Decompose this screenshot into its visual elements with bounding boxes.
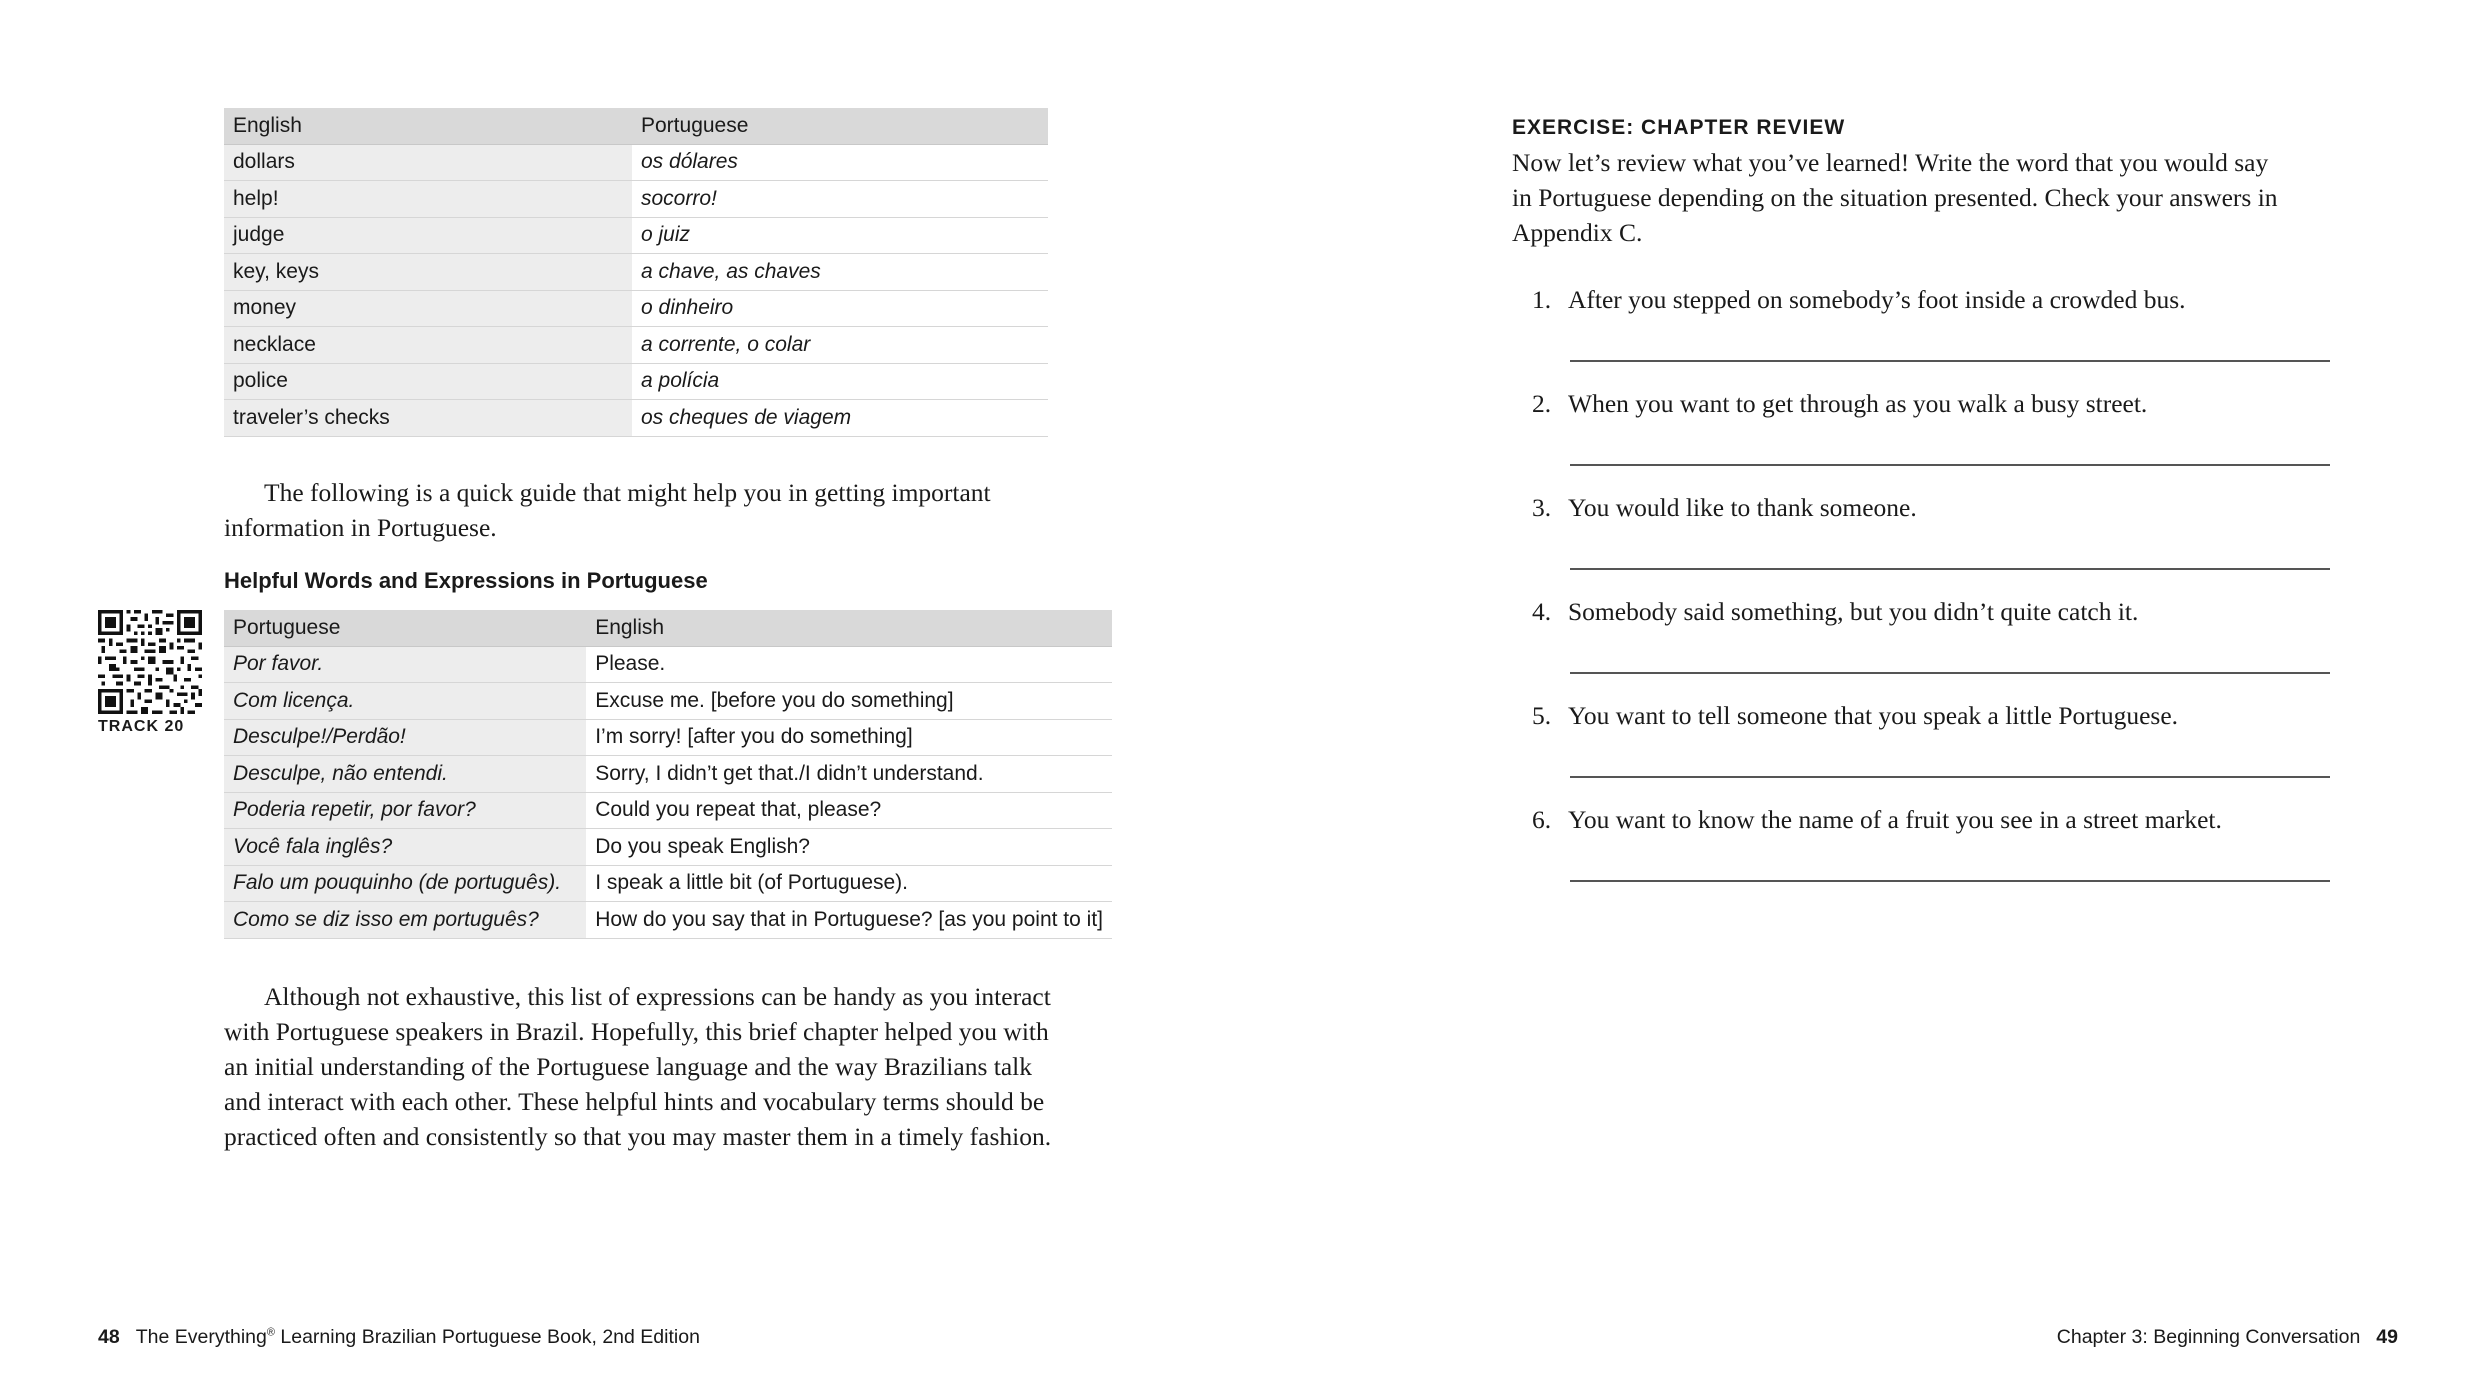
- column-header: English: [586, 610, 1112, 646]
- table-row: [224, 719, 1112, 756]
- left-page-footer: [98, 1326, 700, 1349]
- answer-line[interactable]: [1570, 568, 2330, 570]
- closing-paragraph: [224, 979, 1051, 1154]
- portuguese-cell: o juiz: [632, 217, 1048, 254]
- english-cell: Could you repeat that, please?: [586, 792, 1112, 829]
- intro-paragraph: [224, 475, 991, 545]
- portuguese-cell: Falo um pouquinho (de português).: [224, 865, 586, 902]
- question-number: 4.: [1532, 597, 1552, 626]
- text-line: in Portuguese depending on the situation presented. Check your answers in: [1512, 183, 2278, 212]
- exercise-intro: [1512, 145, 2278, 250]
- book-title: The Everything: [135, 1326, 267, 1348]
- english-cell: I’m sorry! [after you do something]: [586, 719, 1112, 756]
- answer-line[interactable]: [1570, 776, 2330, 778]
- table-row: [224, 363, 1048, 400]
- question-text: After you stepped on somebody’s foot inside a crowded bus.: [1568, 285, 2186, 314]
- english-cell: key, keys: [224, 254, 632, 291]
- english-cell: How do you say that in Portuguese? [as you point to it]: [586, 902, 1112, 939]
- question-number: 5.: [1532, 701, 1552, 730]
- table-row: [224, 181, 1048, 218]
- english-cell: necklace: [224, 327, 632, 364]
- qr-code-icon[interactable]: [98, 610, 202, 714]
- text-line: and interact with each other. These helpful hints and vocabulary terms should be: [224, 1087, 1045, 1116]
- portuguese-cell: Poderia repetir, por favor?: [224, 792, 586, 829]
- portuguese-cell: Com licença.: [224, 683, 586, 720]
- table-row: [224, 865, 1112, 902]
- table-row: [224, 756, 1112, 793]
- chapter-title: Chapter 3: Beginning Conversation: [2056, 1326, 2361, 1348]
- column-header: Portuguese: [224, 610, 586, 646]
- english-cell: Sorry, I didn’t get that./I didn’t understand.: [586, 756, 1112, 793]
- book-title-rest: Learning Brazilian Portuguese Book, 2nd Edition: [274, 1326, 700, 1348]
- registered-mark: ®: [266, 1326, 275, 1339]
- table-row: [224, 902, 1112, 939]
- question-number: 6.: [1532, 805, 1552, 834]
- english-cell: dollars: [224, 144, 632, 181]
- text-line: practiced often and consistently so that you may master them in a timely fashion.: [224, 1122, 1052, 1151]
- text-line: an initial understanding of the Portuguese language and the way Brazilians talk: [224, 1052, 1032, 1081]
- portuguese-cell: os dólares: [632, 144, 1048, 181]
- table-row: [224, 217, 1048, 254]
- portuguese-cell: Desculpe, não entendi.: [224, 756, 586, 793]
- text-line: Now let’s review what you’ve learned! Write the word that you would say: [1512, 148, 2269, 177]
- text-line: with Portuguese speakers in Brazil. Hopefully, this brief chapter helped you with: [224, 1017, 1049, 1046]
- column-header: Portuguese: [632, 108, 1048, 144]
- english-cell: money: [224, 290, 632, 327]
- table-row: [224, 683, 1112, 720]
- portuguese-cell: a corrente, o colar: [632, 327, 1048, 364]
- portuguese-cell: Por favor.: [224, 646, 586, 683]
- table-row: [224, 290, 1048, 327]
- vocab-table-english-portuguese: [224, 108, 1048, 437]
- question-text: When you want to get through as you walk a busy street.: [1568, 389, 2148, 418]
- english-cell: traveler’s checks: [224, 400, 632, 437]
- table-row: [224, 829, 1112, 866]
- english-cell: Please.: [586, 646, 1112, 683]
- portuguese-cell: socorro!: [632, 181, 1048, 218]
- portuguese-cell: o dinheiro: [632, 290, 1048, 327]
- english-cell: judge: [224, 217, 632, 254]
- page-number: 48: [98, 1326, 120, 1348]
- english-cell: I speak a little bit (of Portuguese).: [586, 865, 1112, 902]
- english-cell: Do you speak English?: [586, 829, 1112, 866]
- page-number: 49: [2376, 1326, 2398, 1348]
- portuguese-cell: Desculpe!/Perdão!: [224, 719, 586, 756]
- table-header-row: [224, 610, 1112, 646]
- question-text: You want to tell someone that you speak a little Portuguese.: [1568, 701, 2179, 730]
- text-line: The following is a quick guide that might help you in getting important: [264, 478, 991, 507]
- portuguese-cell: Você fala inglês?: [224, 829, 586, 866]
- text-line: Appendix C.: [1512, 218, 1643, 247]
- answer-line[interactable]: [1570, 672, 2330, 674]
- audio-track-label: TRACK 20: [98, 718, 185, 735]
- portuguese-cell: os cheques de viagem: [632, 400, 1048, 437]
- answer-line[interactable]: [1570, 464, 2330, 466]
- table-row: [224, 254, 1048, 291]
- table-row: [224, 792, 1112, 829]
- table-row: [224, 144, 1048, 181]
- column-header: English: [224, 108, 632, 144]
- english-cell: Excuse me. [before you do something]: [586, 683, 1112, 720]
- english-cell: help!: [224, 181, 632, 218]
- portuguese-cell: a chave, as chaves: [632, 254, 1048, 291]
- helpful-expressions-table: [224, 610, 1112, 939]
- table-row: [224, 400, 1048, 437]
- question-text: You want to know the name of a fruit you see in a street market.: [1568, 805, 2222, 834]
- right-page-footer: [2057, 1326, 2398, 1349]
- section-subheading: Helpful Words and Expressions in Portuguese: [224, 568, 708, 593]
- question-text: You would like to thank someone.: [1568, 493, 1917, 522]
- answer-line[interactable]: [1570, 360, 2330, 362]
- answer-line[interactable]: [1570, 880, 2330, 882]
- table-header-row: [224, 108, 1048, 144]
- table-row: [224, 327, 1048, 364]
- exercise-title: EXERCISE: CHAPTER REVIEW: [1512, 116, 1846, 139]
- text-line: Although not exhaustive, this list of expressions can be handy as you interact: [264, 982, 1051, 1011]
- table-row: [224, 646, 1112, 683]
- portuguese-cell: Como se diz isso em português?: [224, 902, 586, 939]
- portuguese-cell: a polícia: [632, 363, 1048, 400]
- question-number: 1.: [1532, 285, 1552, 314]
- question-number: 2.: [1532, 389, 1552, 418]
- question-number: 3.: [1532, 493, 1552, 522]
- text-line: information in Portuguese.: [224, 513, 497, 542]
- english-cell: police: [224, 363, 632, 400]
- question-text: Somebody said something, but you didn’t quite catch it.: [1568, 597, 2139, 626]
